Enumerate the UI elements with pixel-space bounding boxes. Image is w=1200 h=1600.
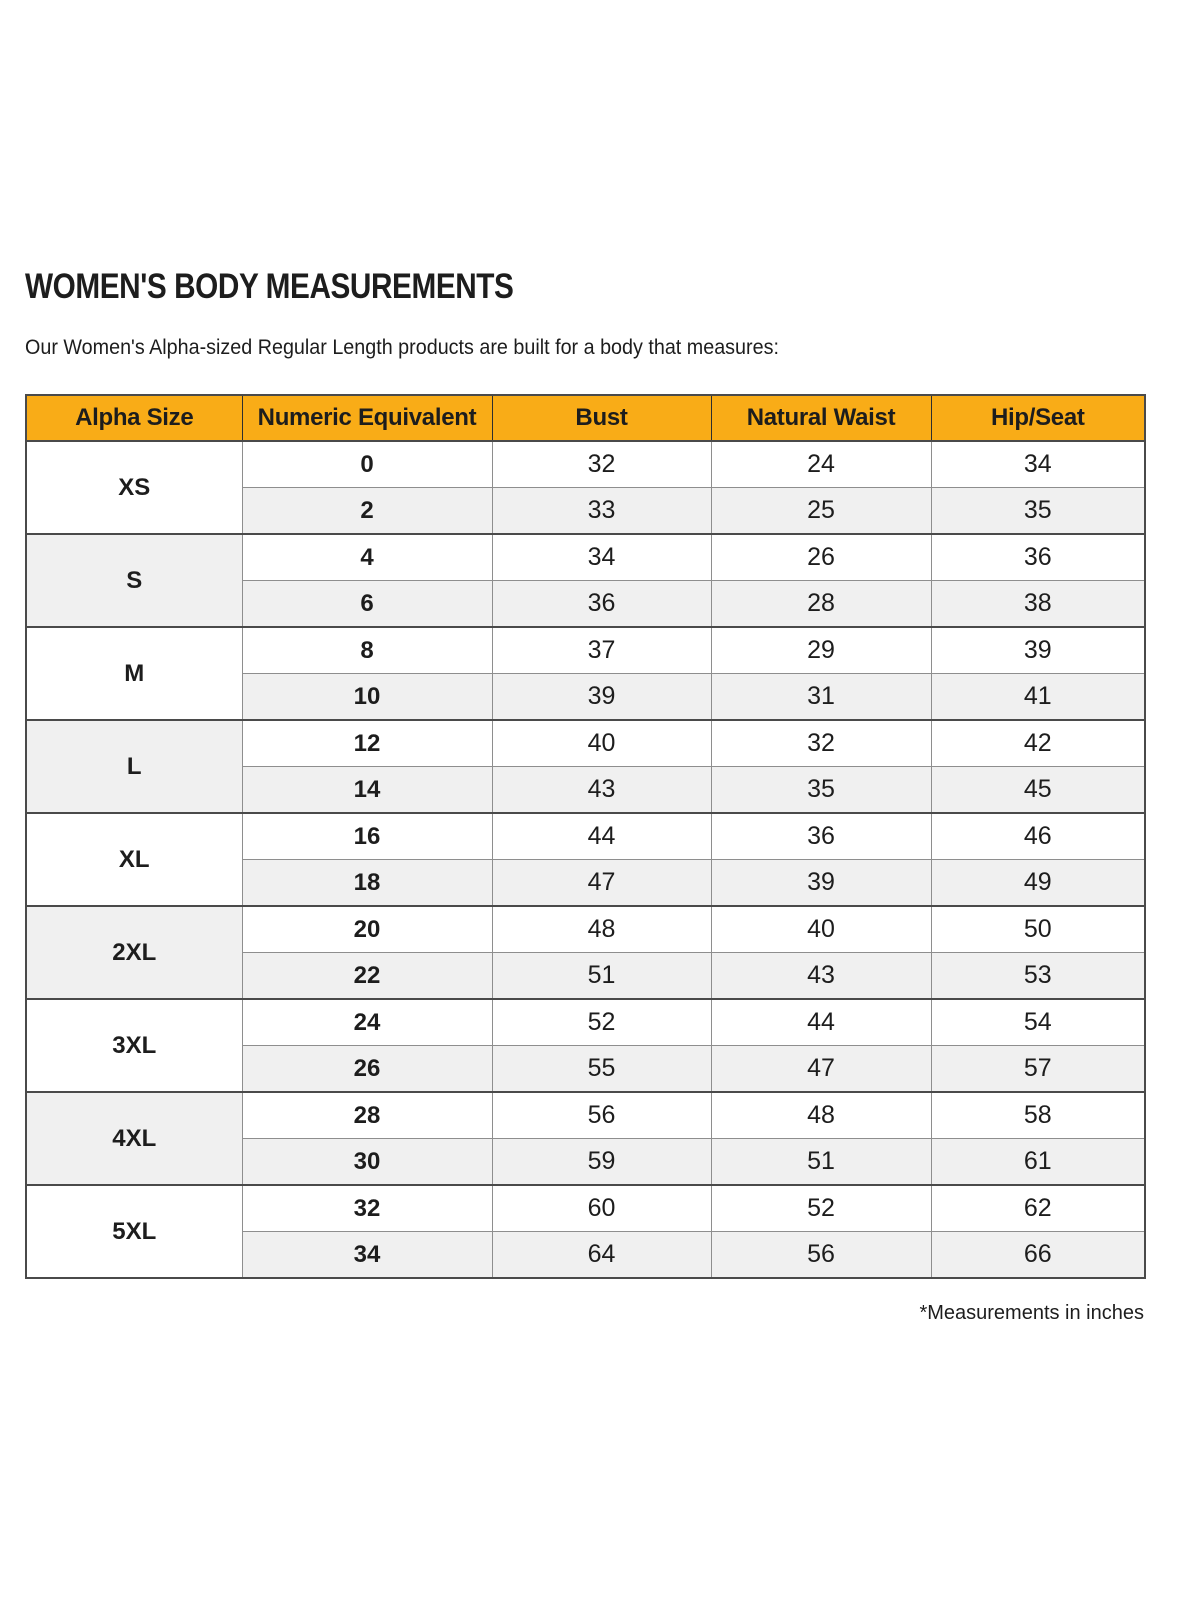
table-row: [26, 441, 1145, 488]
alpha-size-cell: 5XL: [26, 1185, 242, 1278]
numeric-equivalent-cell: 24: [242, 999, 492, 1046]
numeric-equivalent-cell: 14: [242, 767, 492, 814]
natural-waist-cell: 52: [711, 1185, 931, 1232]
column-header-alpha-size: Alpha Size: [26, 395, 242, 441]
natural-waist-cell: 56: [711, 1232, 931, 1279]
alpha-size-cell: XS: [26, 441, 242, 534]
size-table-body: [26, 441, 1145, 1278]
natural-waist-cell: 25: [711, 488, 931, 535]
hip-seat-cell: 53: [931, 953, 1145, 1000]
bust-cell: 52: [492, 999, 711, 1046]
natural-waist-cell: 43: [711, 953, 931, 1000]
natural-waist-cell: 26: [711, 534, 931, 581]
natural-waist-cell: 47: [711, 1046, 931, 1093]
column-header-hip-seat: Hip/Seat: [931, 395, 1145, 441]
size-table-head: [26, 395, 1145, 441]
bust-cell: 60: [492, 1185, 711, 1232]
table-row: [26, 720, 1145, 767]
numeric-equivalent-cell: 4: [242, 534, 492, 581]
numeric-equivalent-cell: 30: [242, 1139, 492, 1186]
hip-seat-cell: 39: [931, 627, 1145, 674]
hip-seat-cell: 45: [931, 767, 1145, 814]
hip-seat-cell: 34: [931, 441, 1145, 488]
numeric-equivalent-cell: 0: [242, 441, 492, 488]
numeric-equivalent-cell: 32: [242, 1185, 492, 1232]
hip-seat-cell: 38: [931, 581, 1145, 628]
hip-seat-cell: 66: [931, 1232, 1145, 1279]
intro-text: Our Women's Alpha-sized Regular Length products are built for a body that measures:: [25, 336, 779, 359]
table-row: [26, 813, 1145, 860]
natural-waist-cell: 36: [711, 813, 931, 860]
measurements-footnote: *Measurements in inches: [919, 1302, 1144, 1324]
table-row: [26, 1185, 1145, 1232]
bust-cell: 34: [492, 534, 711, 581]
alpha-size-cell: L: [26, 720, 242, 813]
hip-seat-cell: 61: [931, 1139, 1145, 1186]
alpha-size-cell: S: [26, 534, 242, 627]
hip-seat-cell: 36: [931, 534, 1145, 581]
natural-waist-cell: 35: [711, 767, 931, 814]
numeric-equivalent-cell: 16: [242, 813, 492, 860]
natural-waist-cell: 51: [711, 1139, 931, 1186]
table-row: [26, 534, 1145, 581]
hip-seat-cell: 57: [931, 1046, 1145, 1093]
bust-cell: 56: [492, 1092, 711, 1139]
bust-cell: 48: [492, 906, 711, 953]
bust-cell: 59: [492, 1139, 711, 1186]
alpha-size-cell: 3XL: [26, 999, 242, 1092]
hip-seat-cell: 54: [931, 999, 1145, 1046]
hip-seat-cell: 41: [931, 674, 1145, 721]
bust-cell: 51: [492, 953, 711, 1000]
numeric-equivalent-cell: 2: [242, 488, 492, 535]
page-title: WOMEN'S BODY MEASUREMENTS: [25, 267, 514, 306]
bust-cell: 44: [492, 813, 711, 860]
bust-cell: 43: [492, 767, 711, 814]
numeric-equivalent-cell: 34: [242, 1232, 492, 1279]
natural-waist-cell: 39: [711, 860, 931, 907]
bust-cell: 33: [492, 488, 711, 535]
hip-seat-cell: 50: [931, 906, 1145, 953]
table-row: [26, 906, 1145, 953]
numeric-equivalent-cell: 22: [242, 953, 492, 1000]
natural-waist-cell: 40: [711, 906, 931, 953]
bust-cell: 55: [492, 1046, 711, 1093]
bust-cell: 39: [492, 674, 711, 721]
alpha-size-cell: XL: [26, 813, 242, 906]
numeric-equivalent-cell: 12: [242, 720, 492, 767]
numeric-equivalent-cell: 26: [242, 1046, 492, 1093]
column-header-numeric-equivalent: Numeric Equivalent: [242, 395, 492, 441]
natural-waist-cell: 29: [711, 627, 931, 674]
bust-cell: 40: [492, 720, 711, 767]
hip-seat-cell: 42: [931, 720, 1145, 767]
bust-cell: 47: [492, 860, 711, 907]
numeric-equivalent-cell: 20: [242, 906, 492, 953]
hip-seat-cell: 49: [931, 860, 1145, 907]
hip-seat-cell: 58: [931, 1092, 1145, 1139]
bust-cell: 36: [492, 581, 711, 628]
numeric-equivalent-cell: 28: [242, 1092, 492, 1139]
natural-waist-cell: 31: [711, 674, 931, 721]
numeric-equivalent-cell: 6: [242, 581, 492, 628]
numeric-equivalent-cell: 8: [242, 627, 492, 674]
bust-cell: 32: [492, 441, 711, 488]
hip-seat-cell: 46: [931, 813, 1145, 860]
numeric-equivalent-cell: 10: [242, 674, 492, 721]
size-chart-table: [25, 394, 1146, 1279]
table-row: [26, 627, 1145, 674]
alpha-size-cell: M: [26, 627, 242, 720]
bust-cell: 64: [492, 1232, 711, 1279]
natural-waist-cell: 32: [711, 720, 931, 767]
alpha-size-cell: 4XL: [26, 1092, 242, 1185]
table-row: [26, 1092, 1145, 1139]
column-header-natural-waist: Natural Waist: [711, 395, 931, 441]
natural-waist-cell: 48: [711, 1092, 931, 1139]
table-row: [26, 999, 1145, 1046]
natural-waist-cell: 24: [711, 441, 931, 488]
natural-waist-cell: 28: [711, 581, 931, 628]
column-header-bust: Bust: [492, 395, 711, 441]
hip-seat-cell: 62: [931, 1185, 1145, 1232]
table-header-row: [26, 395, 1145, 441]
numeric-equivalent-cell: 18: [242, 860, 492, 907]
bust-cell: 37: [492, 627, 711, 674]
hip-seat-cell: 35: [931, 488, 1145, 535]
alpha-size-cell: 2XL: [26, 906, 242, 999]
natural-waist-cell: 44: [711, 999, 931, 1046]
